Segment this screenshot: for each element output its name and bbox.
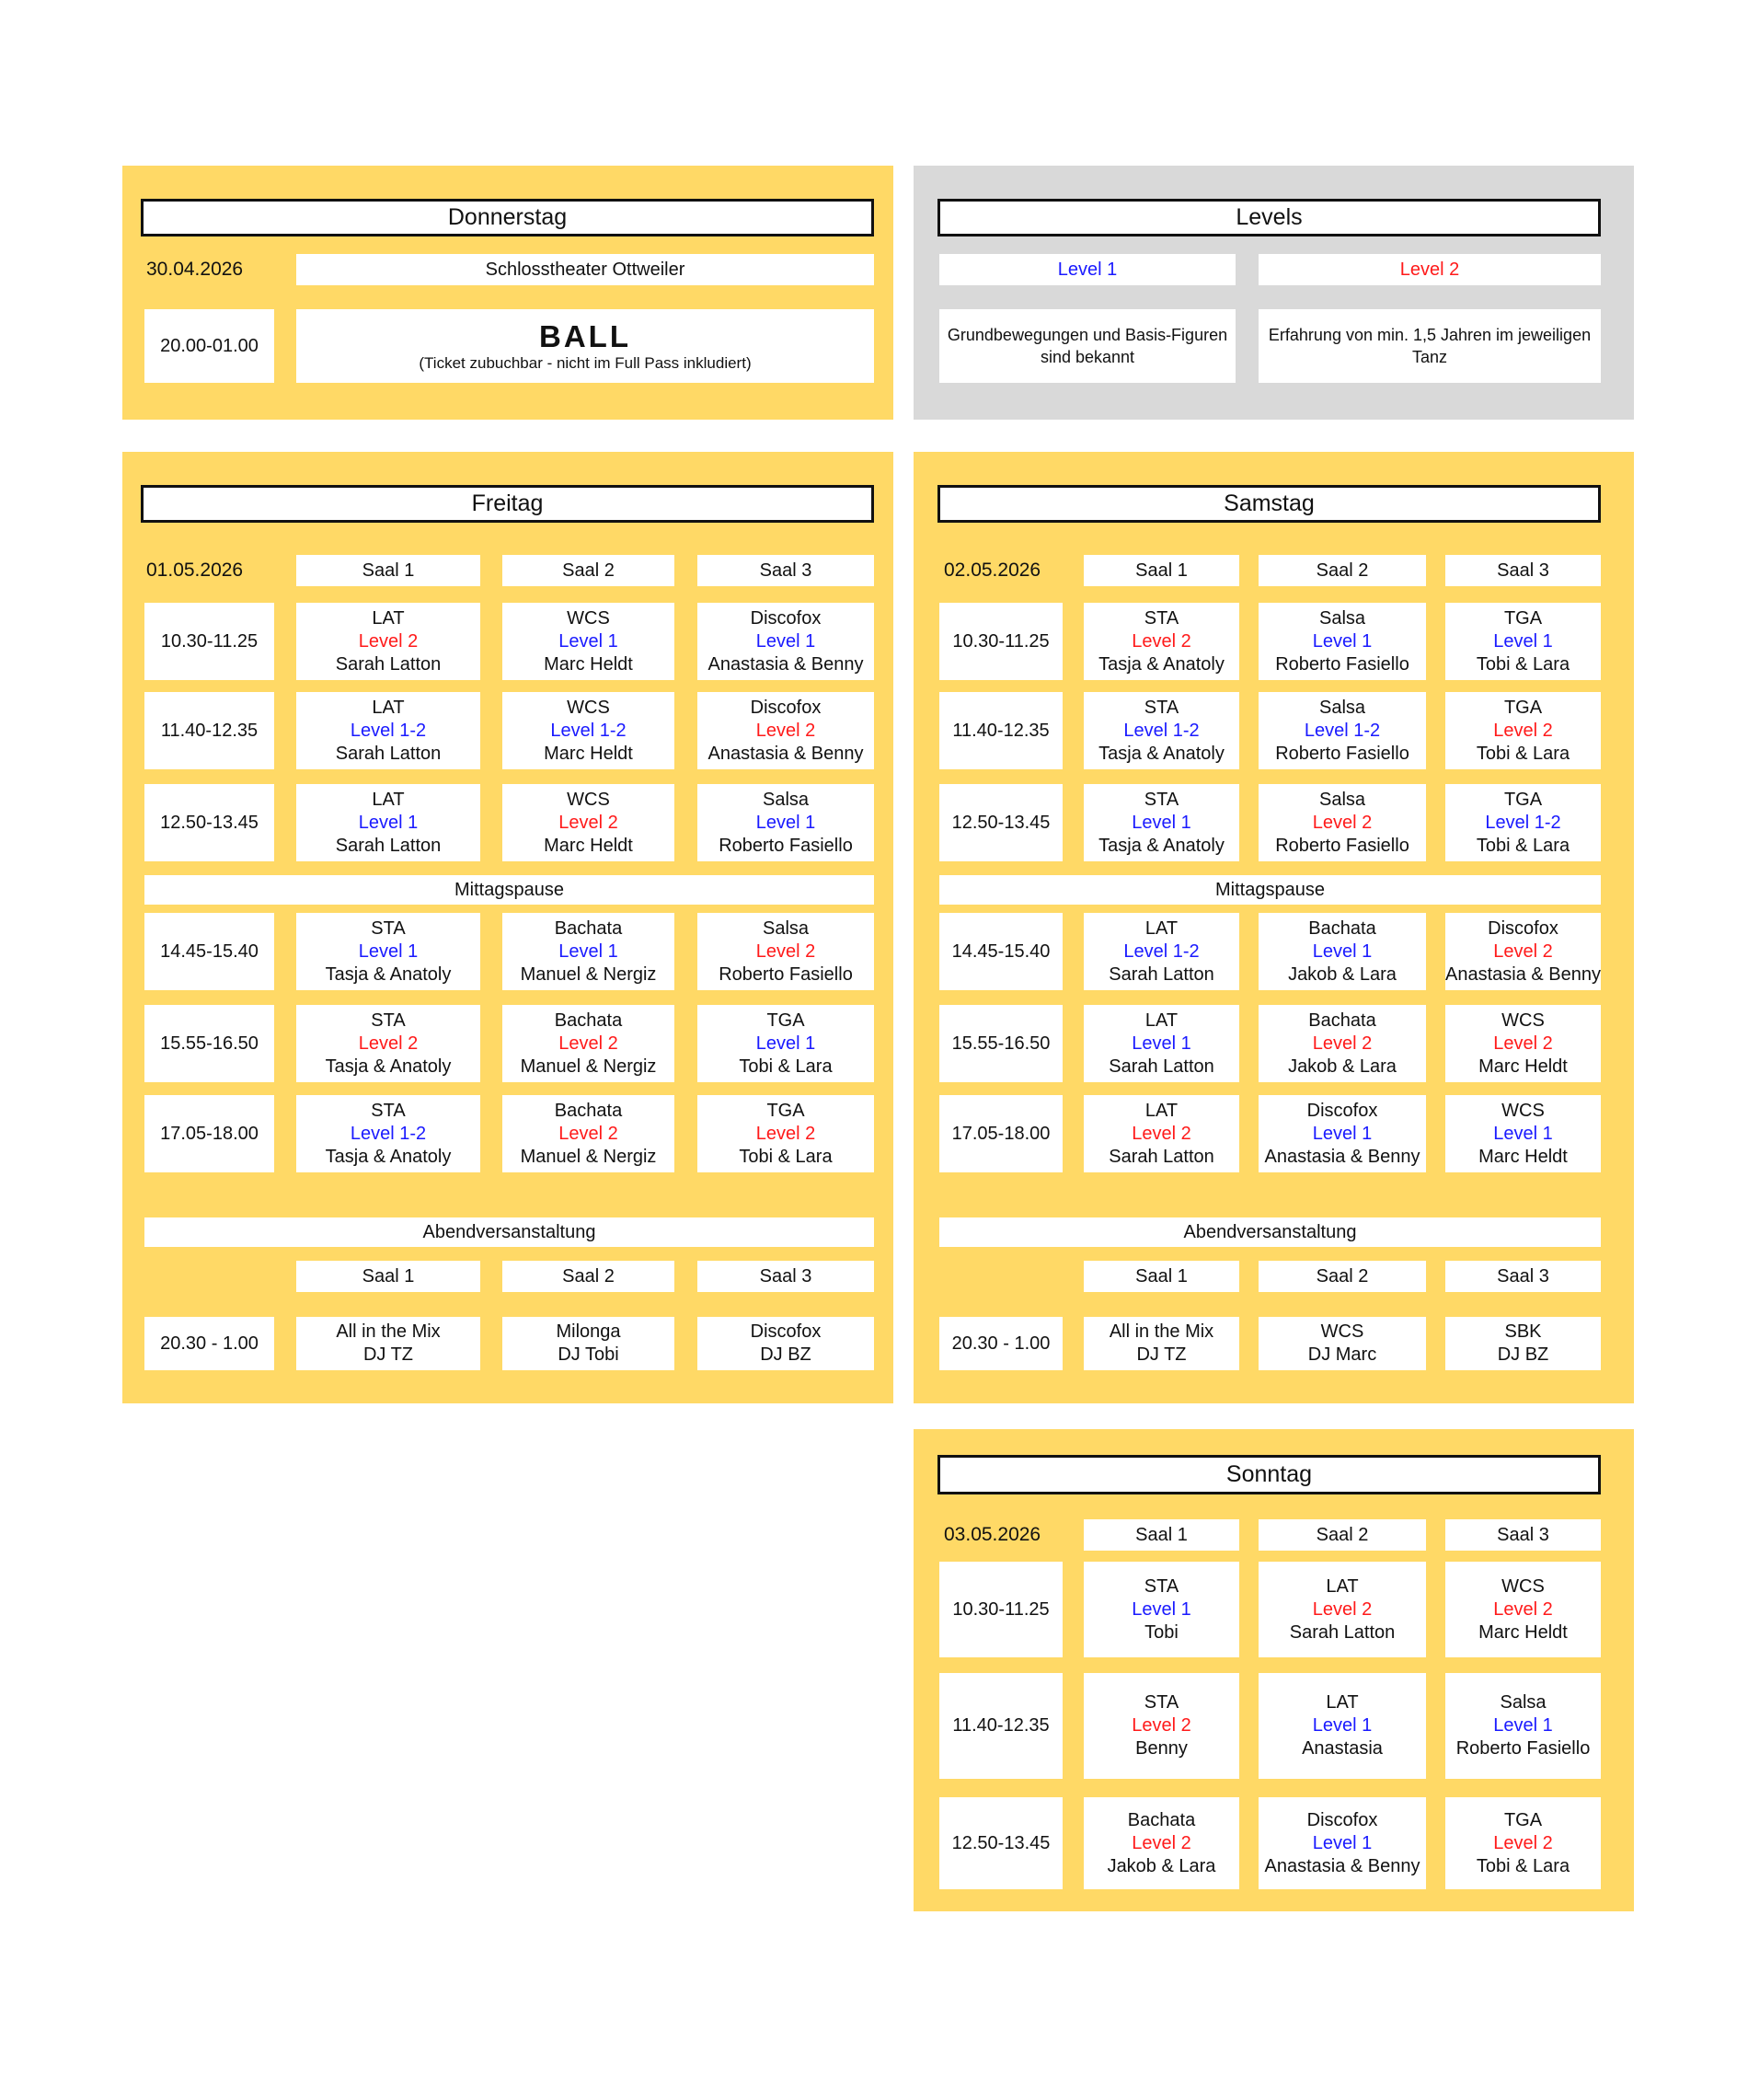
room-header: Saal 1 (1084, 555, 1239, 586)
class-cell (1259, 1095, 1426, 1172)
class-cell (296, 784, 480, 861)
level-label: Level 1-2 (1123, 940, 1200, 962)
event-name: Milonga (556, 1321, 621, 1342)
dance-name: Salsa (1318, 697, 1366, 718)
dance-name: LAT (1144, 1010, 1179, 1031)
time-cell: 20.00-01.00 (144, 309, 274, 383)
dance-name: TGA (766, 1010, 805, 1031)
panel-title: Donnerstag (141, 199, 874, 237)
teacher-name: Sarah Latton (1109, 1056, 1214, 1077)
level-label: Level 1-2 (1123, 720, 1200, 741)
teacher-name: Tasja & Anatoly (1098, 743, 1225, 764)
date-label: 30.04.2026 (146, 259, 244, 280)
time-cell: 14.45-15.40 (144, 913, 274, 990)
level-label: Level 2 (558, 1033, 618, 1054)
room-header: Saal 2 (1259, 555, 1426, 586)
teacher-name: Tobi & Lara (739, 1056, 833, 1077)
panel-title: Freitag (141, 485, 874, 523)
class-cell (1259, 1673, 1426, 1779)
dance-name: Salsa (1500, 1692, 1547, 1713)
teacher-name: Roberto Fasiello (719, 835, 853, 856)
panel-saturday (914, 452, 1634, 1403)
class-cell (502, 1005, 674, 1082)
teacher-name: Anastasia & Benny (1264, 1855, 1420, 1876)
level-label: Level 2 (1312, 1033, 1373, 1054)
class-cell (697, 913, 874, 990)
level-label: Level 1 (1493, 1715, 1553, 1736)
teacher-name: Jakob & Lara (1107, 1855, 1216, 1876)
level-label: Level 1 (755, 630, 816, 652)
dj-name: DJ BZ (760, 1344, 811, 1365)
teacher-name: Jakob & Lara (1288, 963, 1397, 985)
level-label: Level 1 (1132, 812, 1191, 833)
dance-name: WCS (1501, 1100, 1545, 1121)
level-label: Level 1 (358, 812, 419, 833)
teacher-name: Sarah Latton (335, 653, 442, 675)
class-cell (1259, 913, 1426, 990)
teacher-name: Marc Heldt (544, 653, 633, 675)
class-cell (1445, 603, 1601, 680)
dance-name: Bachata (554, 1100, 623, 1121)
evening-event-cell (1445, 1317, 1601, 1370)
dance-name: Salsa (1318, 607, 1366, 629)
class-cell (1084, 913, 1239, 990)
event-cell (296, 309, 874, 383)
teacher-name: Sarah Latton (335, 835, 442, 856)
teacher-name: Sarah Latton (335, 743, 442, 764)
dj-name: DJ Tobi (558, 1344, 619, 1365)
class-cell (296, 692, 480, 769)
dj-name: DJ Marc (1307, 1344, 1377, 1365)
teacher-name: Tasja & Anatoly (325, 1056, 452, 1077)
time-cell: 15.55-16.50 (939, 1005, 1063, 1082)
teacher-name: Benny (1135, 1738, 1188, 1759)
class-cell (1445, 1095, 1601, 1172)
level-label: Level 1-2 (350, 720, 427, 741)
time-cell: 11.40-12.35 (939, 692, 1063, 769)
teacher-name: Anastasia (1302, 1738, 1383, 1759)
level-label: Level 2 (1493, 1598, 1553, 1620)
level-label: Level 1-2 (1485, 812, 1561, 833)
time-cell: 10.30-11.25 (939, 1562, 1063, 1657)
dance-name: TGA (766, 1100, 805, 1121)
dance-name: LAT (372, 789, 405, 810)
class-cell (1259, 692, 1426, 769)
dance-name: LAT (372, 697, 405, 718)
date-label: 01.05.2026 (146, 560, 244, 581)
class-cell (1259, 1005, 1426, 1082)
room-header: Saal 2 (1259, 1519, 1426, 1551)
level-label: Level 1 (558, 630, 618, 652)
teacher-name: Marc Heldt (544, 743, 633, 764)
class-cell (1259, 603, 1426, 680)
teacher-name: Marc Heldt (1478, 1056, 1568, 1077)
level-label: Level 1 (1312, 940, 1373, 962)
level-label: Level 2 (1493, 720, 1553, 741)
teacher-name: Anastasia & Benny (1445, 963, 1601, 985)
level-label: Level 2 (1132, 630, 1191, 652)
level-label: Level 2 (755, 940, 816, 962)
event-name: All in the Mix (336, 1321, 441, 1342)
level1-label: Level 1 (939, 254, 1236, 285)
teacher-name: Roberto Fasiello (1275, 653, 1409, 675)
lunch-break-row: Mittagspause (144, 875, 874, 905)
dance-name: STA (371, 917, 406, 939)
dance-name: STA (1144, 789, 1179, 810)
date-label: 03.05.2026 (944, 1524, 1041, 1545)
class-cell (1259, 784, 1426, 861)
evening-event-cell (1259, 1317, 1426, 1370)
teacher-name: Anastasia & Benny (707, 743, 864, 764)
lunch-break-row: Mittagspause (939, 875, 1601, 905)
level-label: Level 2 (755, 720, 816, 741)
room-header: Saal 2 (1259, 1261, 1426, 1292)
teacher-name: Sarah Latton (1289, 1621, 1396, 1643)
dance-name: WCS (1501, 1010, 1545, 1031)
time-cell: 17.05-18.00 (144, 1095, 274, 1172)
teacher-name: Tasja & Anatoly (325, 963, 452, 985)
event-title: BALL (539, 319, 631, 353)
dance-name: Discofox (1306, 1809, 1378, 1830)
dance-name: LAT (372, 607, 405, 629)
room-header: Saal 3 (1445, 1261, 1601, 1292)
panel-levels (914, 166, 1634, 420)
level-label: Level 2 (1132, 1832, 1191, 1853)
dance-name: LAT (1326, 1575, 1359, 1597)
room-header: Saal 3 (697, 555, 874, 586)
room-header: Saal 2 (502, 555, 674, 586)
time-cell: 12.50-13.45 (939, 1797, 1063, 1889)
level-label: Level 1 (1493, 1123, 1553, 1144)
dance-name: LAT (1144, 917, 1179, 939)
level-label: Level 2 (1132, 1715, 1191, 1736)
class-cell (1445, 1673, 1601, 1779)
class-cell (502, 603, 674, 680)
class-cell (1084, 1562, 1239, 1657)
level-label: Level 1-2 (350, 1123, 427, 1144)
dance-name: Discofox (1306, 1100, 1378, 1121)
time-cell: 20.30 - 1.00 (144, 1317, 274, 1370)
event-name: Discofox (750, 1321, 822, 1342)
teacher-name: Tobi & Lara (1476, 653, 1570, 675)
time-cell: 11.40-12.35 (144, 692, 274, 769)
dance-name: STA (371, 1010, 406, 1031)
evening-title: Abendversanstaltung (144, 1217, 874, 1247)
teacher-name: Manuel & Nergiz (520, 1146, 657, 1167)
dance-name: Bachata (1308, 1010, 1376, 1031)
dance-name: LAT (1326, 1692, 1359, 1713)
level-label: Level 1 (1493, 630, 1553, 652)
level-label: Level 2 (558, 812, 618, 833)
teacher-name: Tasja & Anatoly (325, 1146, 452, 1167)
date-label: 02.05.2026 (944, 560, 1041, 581)
class-cell (1445, 1005, 1601, 1082)
evening-event-cell (296, 1317, 480, 1370)
level-label: Level 1-2 (1304, 720, 1381, 741)
dance-name: Bachata (554, 917, 623, 939)
evening-event-cell (502, 1317, 674, 1370)
room-header: Saal 1 (296, 1261, 480, 1292)
time-cell: 11.40-12.35 (939, 1673, 1063, 1779)
dance-name: WCS (567, 607, 610, 629)
class-cell (296, 1095, 480, 1172)
dance-name: TGA (1503, 697, 1543, 718)
level-label: Level 1 (1312, 1715, 1373, 1736)
teacher-name: Manuel & Nergiz (520, 1056, 657, 1077)
class-cell (502, 913, 674, 990)
teacher-name: Tasja & Anatoly (1098, 835, 1225, 856)
class-cell (1445, 784, 1601, 861)
dance-name: LAT (1144, 1100, 1179, 1121)
event-name: SBK (1504, 1321, 1542, 1342)
level-label: Level 1 (358, 940, 419, 962)
teacher-name: Manuel & Nergiz (520, 963, 657, 985)
level-label: Level 1 (1132, 1033, 1191, 1054)
time-cell: 17.05-18.00 (939, 1095, 1063, 1172)
class-cell (1084, 1095, 1239, 1172)
room-header: Saal 3 (697, 1261, 874, 1292)
teacher-name: Tobi & Lara (1476, 835, 1570, 856)
venue-cell: Schlosstheater Ottweiler (296, 254, 874, 285)
dance-name: Discofox (750, 697, 822, 718)
teacher-name: Tobi & Lara (1476, 743, 1570, 764)
dance-name: STA (371, 1100, 406, 1121)
class-cell (1445, 1797, 1601, 1889)
class-cell (1445, 913, 1601, 990)
time-cell: 20.30 - 1.00 (939, 1317, 1063, 1370)
class-cell (1084, 1673, 1239, 1779)
class-cell (1084, 603, 1239, 680)
dance-name: WCS (567, 789, 610, 810)
teacher-name: Tobi & Lara (739, 1146, 833, 1167)
level-label: Level 1 (755, 1033, 816, 1054)
dance-name: Bachata (554, 1010, 623, 1031)
teacher-name: Marc Heldt (544, 835, 633, 856)
event-note: (Ticket zubuchbar - nicht im Full Pass inkludiert) (419, 354, 752, 372)
level-label: Level 2 (1493, 940, 1553, 962)
level-label: Level 2 (1493, 1033, 1553, 1054)
dance-name: STA (1144, 1692, 1179, 1713)
class-cell (296, 1005, 480, 1082)
event-name: WCS (1320, 1321, 1364, 1342)
class-cell (502, 1095, 674, 1172)
level-label: Level 2 (358, 630, 419, 652)
class-cell (697, 1005, 874, 1082)
time-cell: 14.45-15.40 (939, 913, 1063, 990)
panel-thursday (122, 166, 893, 420)
level2-label: Level 2 (1259, 254, 1601, 285)
dance-name: WCS (567, 697, 610, 718)
class-cell (1084, 784, 1239, 861)
level-label: Level 2 (358, 1033, 419, 1054)
teacher-name: Sarah Latton (1109, 1146, 1214, 1167)
dance-name: TGA (1503, 1809, 1543, 1830)
teacher-name: Anastasia & Benny (707, 653, 864, 675)
level-label: Level 1-2 (550, 720, 627, 741)
level-label: Level 2 (1493, 1832, 1553, 1853)
class-cell (502, 692, 674, 769)
panel-title: Sonntag (937, 1455, 1601, 1494)
class-cell (1259, 1797, 1426, 1889)
teacher-name: Tobi (1144, 1621, 1179, 1643)
event-name: All in the Mix (1109, 1321, 1214, 1342)
time-cell: 12.50-13.45 (939, 784, 1063, 861)
level-label: Level 1 (1312, 1832, 1373, 1853)
teacher-name: Tobi & Lara (1476, 1855, 1570, 1876)
time-cell: 10.30-11.25 (144, 603, 274, 680)
class-cell (1084, 1797, 1239, 1889)
dance-name: TGA (1503, 607, 1543, 629)
teacher-name: Jakob & Lara (1288, 1056, 1397, 1077)
dj-name: DJ TZ (1136, 1344, 1187, 1365)
level-label: Level 1 (1132, 1598, 1191, 1620)
evening-event-cell (1084, 1317, 1239, 1370)
level-label: Level 1 (558, 940, 618, 962)
class-cell (697, 784, 874, 861)
level-label: Level 1 (1312, 630, 1373, 652)
level1-description: Grundbewegungen und Basis-Figuren sind bekannt (939, 309, 1236, 383)
time-cell: 15.55-16.50 (144, 1005, 274, 1082)
dj-name: DJ TZ (362, 1344, 414, 1365)
dance-name: Bachata (1308, 917, 1376, 939)
room-header: Saal 1 (296, 555, 480, 586)
class-cell (1084, 1005, 1239, 1082)
room-header: Saal 1 (1084, 1519, 1239, 1551)
level-label: Level 2 (1312, 812, 1373, 833)
class-cell (1445, 1562, 1601, 1657)
dj-name: DJ BZ (1497, 1344, 1549, 1365)
level-label: Level 1 (755, 812, 816, 833)
dance-name: Salsa (762, 917, 810, 939)
panel-sunday (914, 1429, 1634, 1911)
teacher-name: Roberto Fasiello (1275, 835, 1409, 856)
dance-name: Salsa (762, 789, 810, 810)
room-header: Saal 3 (1445, 555, 1601, 586)
dance-name: TGA (1503, 789, 1543, 810)
evening-title: Abendversanstaltung (939, 1217, 1601, 1247)
panel-friday (122, 452, 893, 1403)
teacher-name: Tasja & Anatoly (1098, 653, 1225, 675)
level2-description: Erfahrung von min. 1,5 Jahren im jeweiligen Tanz (1259, 309, 1601, 383)
time-cell: 12.50-13.45 (144, 784, 274, 861)
teacher-name: Roberto Fasiello (1275, 743, 1409, 764)
dance-name: STA (1144, 697, 1179, 718)
class-cell (697, 1095, 874, 1172)
dance-name: Discofox (1488, 917, 1558, 939)
panel-title: Samstag (937, 485, 1601, 523)
level-label: Level 2 (1312, 1598, 1373, 1620)
teacher-name: Marc Heldt (1478, 1621, 1568, 1643)
dance-name: WCS (1501, 1575, 1545, 1597)
level-label: Level 2 (1132, 1123, 1191, 1144)
teacher-name: Marc Heldt (1478, 1146, 1568, 1167)
class-cell (1445, 692, 1601, 769)
class-cell (296, 603, 480, 680)
teacher-name: Roberto Fasiello (719, 963, 853, 985)
evening-event-cell (697, 1317, 874, 1370)
room-header: Saal 2 (502, 1261, 674, 1292)
class-cell (1259, 1562, 1426, 1657)
class-cell (1084, 692, 1239, 769)
dance-name: Salsa (1318, 789, 1366, 810)
class-cell (296, 913, 480, 990)
dance-name: Discofox (750, 607, 822, 629)
teacher-name: Roberto Fasiello (1455, 1738, 1591, 1759)
room-header: Saal 1 (1084, 1261, 1239, 1292)
class-cell (502, 784, 674, 861)
time-cell: 10.30-11.25 (939, 603, 1063, 680)
class-cell (697, 603, 874, 680)
dance-name: Bachata (1127, 1809, 1196, 1830)
level-label: Level 2 (558, 1123, 618, 1144)
teacher-name: Anastasia & Benny (1264, 1146, 1420, 1167)
dance-name: STA (1144, 607, 1179, 629)
level-label: Level 1 (1312, 1123, 1373, 1144)
level-label: Level 2 (755, 1123, 816, 1144)
class-cell (697, 692, 874, 769)
room-header: Saal 3 (1445, 1519, 1601, 1551)
dance-name: STA (1144, 1575, 1179, 1597)
panel-title: Levels (937, 199, 1601, 237)
teacher-name: Sarah Latton (1109, 963, 1214, 985)
